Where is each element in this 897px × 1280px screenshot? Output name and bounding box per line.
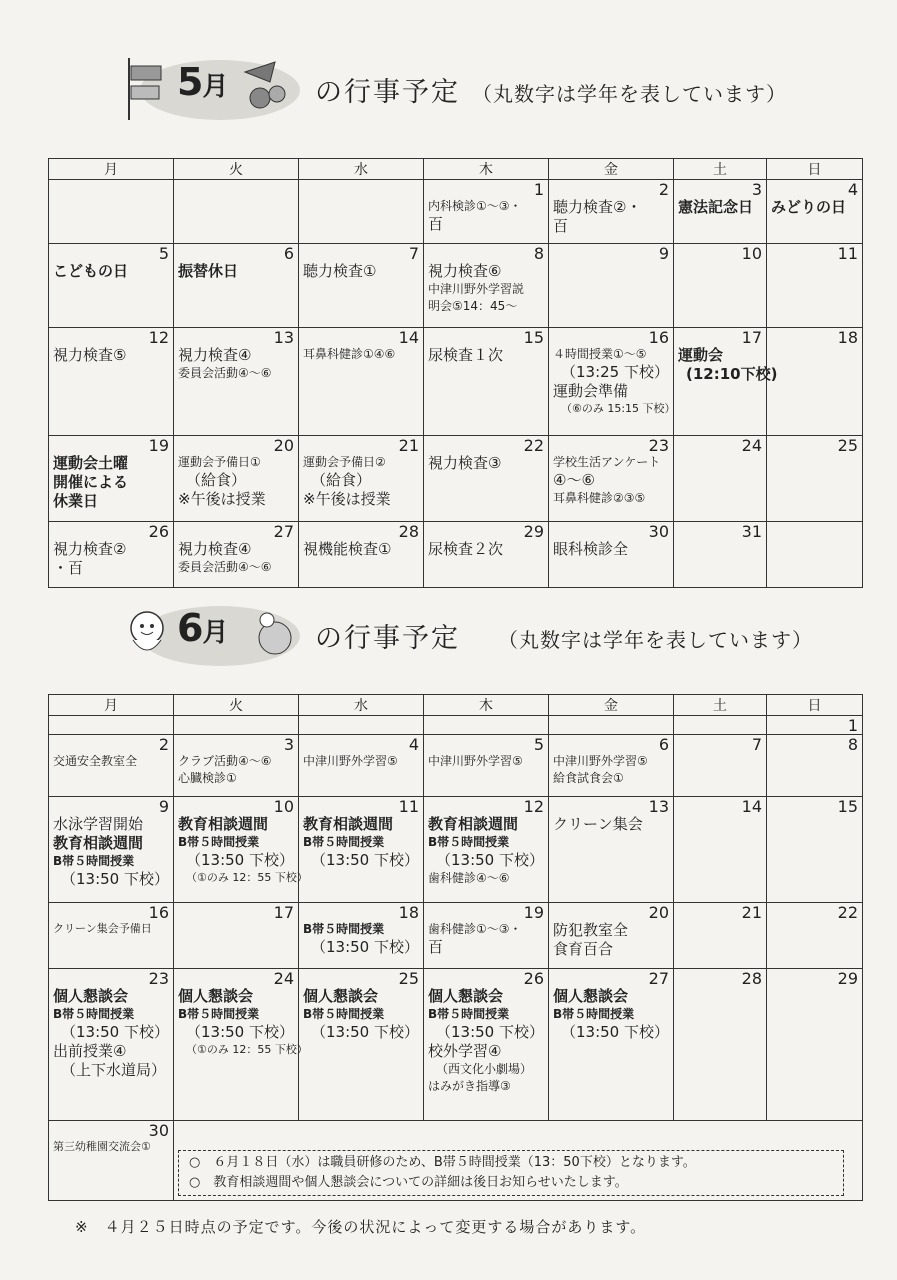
day-number: 16 — [148, 903, 169, 922]
event-text: （13:50 下校） — [436, 851, 544, 869]
event-text: 防犯教室全 — [553, 921, 629, 939]
day-number — [428, 716, 544, 717]
event-text: 開催による — [53, 473, 129, 491]
event-text: みどりの日 — [771, 198, 847, 216]
notes-box — [178, 1150, 844, 1196]
week-row — [49, 436, 863, 522]
weekday-header: 火 — [174, 159, 299, 180]
day-cell — [424, 969, 549, 1121]
day-cell — [424, 797, 549, 903]
day-cell — [424, 328, 549, 436]
day-cell — [767, 797, 863, 903]
day-number: 27 — [273, 522, 294, 541]
event-text: 個人懇談会 — [178, 987, 254, 1005]
event-text: 視力検査⑥ — [428, 262, 502, 280]
week-row — [49, 244, 863, 328]
day-number: 11 — [837, 244, 858, 263]
day-cell — [299, 244, 424, 328]
event-text: 歯科健診④～⑥ — [428, 871, 510, 885]
event-text: B帯５時間授業 — [303, 835, 385, 849]
day-number: 23 — [148, 969, 169, 988]
day-number: 18 — [398, 903, 419, 922]
day-number: 25 — [837, 436, 858, 455]
event-text: 個人懇談会 — [428, 987, 504, 1005]
week-row — [49, 969, 863, 1121]
day-cell — [767, 716, 863, 735]
may-title: の行事予定 （丸数字は学年を表しています） — [315, 77, 787, 108]
day-cell — [174, 735, 299, 797]
day-number: 4 — [408, 735, 419, 754]
day-cell — [424, 903, 549, 969]
day-number: 1 — [533, 180, 544, 199]
day-cell — [49, 735, 174, 797]
notes-cell — [174, 1121, 863, 1201]
event-text: （①のみ 12：55 下校） — [186, 1043, 308, 1056]
event-text: 聴力検査②・ — [553, 198, 642, 216]
event-text: 交通安全教室全 — [53, 754, 138, 768]
event-text: 百 — [428, 938, 444, 956]
event-text: 休業日 — [53, 492, 99, 510]
event-text: B帯５時間授業 — [53, 1007, 135, 1021]
day-cell — [299, 735, 424, 797]
week-row — [49, 797, 863, 903]
day-cell — [549, 903, 674, 969]
event-text: B帯５時間授業 — [178, 1007, 260, 1021]
event-text: （13:50 下校） — [311, 1023, 419, 1041]
day-number: 1 — [847, 716, 858, 735]
weekday-header: 月 — [49, 159, 174, 180]
day-number: 6 — [658, 735, 669, 754]
day-number: 28 — [398, 522, 419, 541]
day-cell — [767, 522, 863, 588]
event-text: 心臓検診① — [178, 771, 237, 785]
day-cell — [49, 436, 174, 522]
event-text: （西文化小劇場） — [436, 1062, 533, 1076]
day-cell — [174, 969, 308, 1121]
day-number: 19 — [523, 903, 544, 922]
day-cell — [767, 328, 863, 436]
day-number: 17 — [273, 903, 294, 922]
day-number: 7 — [751, 735, 762, 754]
week-row — [49, 903, 863, 969]
event-text: （13:50 下校） — [561, 1023, 669, 1041]
event-text: 尿検査１次 — [428, 346, 504, 364]
event-text: クリーン集会 — [553, 815, 643, 833]
day-cell — [549, 522, 674, 588]
day-cell — [549, 180, 674, 244]
event-text: 個人懇談会 — [53, 987, 129, 1005]
event-text: B帯５時間授業 — [428, 1007, 510, 1021]
event-text: B帯５時間授業 — [428, 835, 510, 849]
event-text: （給食） — [311, 471, 372, 489]
day-cell — [767, 735, 863, 797]
event-text: B帯５時間授業 — [53, 854, 135, 868]
june-header — [125, 598, 845, 668]
day-number: 24 — [273, 969, 294, 988]
weekday-header: 金 — [549, 695, 674, 716]
day-number: 18 — [837, 328, 858, 347]
day-number: 23 — [648, 436, 669, 455]
day-cell — [674, 328, 778, 436]
event-text: 学校生活アンケート — [553, 455, 661, 469]
day-cell — [49, 522, 174, 588]
day-number: 15 — [837, 797, 858, 816]
day-cell — [174, 436, 299, 522]
day-cell — [174, 903, 299, 969]
day-number: 13 — [273, 328, 294, 347]
event-text: 耳鼻科健診①④⑥ — [303, 347, 396, 361]
event-text: 歯科健診①～③・ — [428, 922, 522, 936]
event-text: ・百 — [53, 559, 84, 577]
event-text: （13:25 下校） — [561, 363, 669, 381]
day-cell — [674, 180, 767, 244]
event-text: 運動会 — [678, 346, 724, 364]
day-cell — [674, 903, 767, 969]
day-cell — [549, 244, 674, 328]
event-text: クリーン集会予備日 — [53, 922, 152, 935]
day-number: 9 — [658, 244, 669, 263]
day-cell — [299, 180, 424, 244]
day-number: 8 — [533, 244, 544, 263]
day-number — [53, 716, 169, 717]
footer-note: ※ ４月２５日時点の予定です。今後の状況によって変更する場合があります。 — [75, 1218, 647, 1236]
day-number: 2 — [158, 735, 169, 754]
event-text: 中津川野外学習説 — [428, 282, 525, 296]
day-number: 16 — [648, 328, 669, 347]
day-cell — [767, 436, 863, 522]
weekday-header: 木 — [424, 159, 549, 180]
day-cell — [674, 735, 767, 797]
day-number: 19 — [148, 436, 169, 455]
event-text: （13:50 下校） — [61, 1023, 169, 1041]
day-cell — [174, 797, 308, 903]
event-text: 出前授業④ — [53, 1042, 127, 1060]
day-cell — [424, 244, 549, 328]
note-line: ○ 教育相談週間や個人懇談会についての詳細は後日お知らせいたします。 — [189, 1175, 628, 1190]
day-cell — [49, 180, 174, 244]
week-row — [49, 716, 863, 735]
day-number — [53, 180, 169, 181]
event-text: 食育百合 — [553, 940, 614, 958]
event-text: （13:50 下校） — [436, 1023, 544, 1041]
event-text: 第三幼稚園交流会① — [53, 1140, 151, 1153]
weekday-header: 水 — [299, 159, 424, 180]
day-number: 29 — [523, 522, 544, 541]
day-cell — [674, 797, 767, 903]
event-text: B帯５時間授業 — [178, 835, 260, 849]
event-text: はみがき指導③ — [428, 1079, 511, 1093]
day-number: 22 — [837, 903, 858, 922]
event-text: 教育相談週間 — [303, 815, 394, 833]
day-number: 27 — [648, 969, 669, 988]
day-number: 10 — [273, 797, 294, 816]
day-number: 21 — [398, 436, 419, 455]
event-text: （⑥のみ 15:15 下校） — [561, 402, 676, 415]
day-cell — [424, 735, 549, 797]
day-cell — [299, 522, 424, 588]
day-cell — [424, 436, 549, 522]
event-text: （13:50 下校） — [311, 938, 419, 956]
day-cell — [549, 969, 674, 1121]
event-text: （①のみ 12：55 下校） — [186, 871, 308, 884]
event-text: (12:10下校) — [686, 365, 778, 383]
event-text: ※午後は授業 — [178, 490, 266, 508]
weekday-header: 日 — [767, 695, 863, 716]
june-badge: 6月 — [177, 606, 228, 650]
weekday-header: 土 — [674, 159, 767, 180]
day-number: 3 — [751, 180, 762, 199]
event-text: 聴力検査① — [303, 262, 377, 280]
day-cell — [174, 328, 299, 436]
day-number — [678, 716, 762, 717]
event-text: 水泳学習開始 — [53, 815, 144, 833]
day-cell — [674, 969, 767, 1121]
event-text: 視力検査④ — [178, 540, 252, 558]
may-badge: 5月 — [177, 60, 228, 104]
day-cell — [767, 244, 863, 328]
day-number: 22 — [523, 436, 544, 455]
day-number: 5 — [158, 244, 169, 263]
day-cell — [549, 328, 674, 436]
day-number: 13 — [648, 797, 669, 816]
day-number: 7 — [408, 244, 419, 263]
day-number: 31 — [741, 522, 762, 541]
day-number: 5 — [533, 735, 544, 754]
event-text: （13:50 下校） — [61, 870, 169, 888]
day-number — [178, 180, 294, 181]
event-text: 視機能検査① — [303, 540, 392, 558]
day-cell — [424, 716, 549, 735]
day-cell — [674, 716, 767, 735]
weekday-header: 土 — [674, 695, 767, 716]
day-cell — [299, 716, 424, 735]
day-cell — [49, 716, 174, 735]
event-text: 教育相談週間 — [428, 815, 519, 833]
weekday-header: 日 — [767, 159, 863, 180]
event-text: 振替休日 — [178, 262, 239, 280]
event-text: （13:50 下校） — [186, 1023, 294, 1041]
day-cell — [767, 180, 863, 244]
day-number: 26 — [523, 969, 544, 988]
day-cell — [299, 328, 424, 436]
day-cell — [49, 797, 174, 903]
event-text: 視力検査② — [53, 540, 127, 558]
event-text: 委員会活動④～⑥ — [178, 366, 272, 380]
day-number: 29 — [837, 969, 858, 988]
day-cell — [49, 903, 174, 969]
day-cell — [549, 797, 674, 903]
day-number: 14 — [398, 328, 419, 347]
day-cell — [674, 436, 767, 522]
week-row — [49, 1121, 863, 1201]
event-text: 運動会予備日① — [178, 455, 261, 469]
day-number: 12 — [148, 328, 169, 347]
week-row — [49, 328, 863, 436]
day-number: 20 — [648, 903, 669, 922]
event-text: 教育相談週間 — [53, 834, 144, 852]
event-text: 委員会活動④～⑥ — [178, 560, 272, 574]
weekday-header: 金 — [549, 159, 674, 180]
event-text: 個人懇談会 — [303, 987, 379, 1005]
event-text: クラブ活動④～⑥ — [178, 754, 272, 768]
event-text: （13:50 下校） — [311, 851, 419, 869]
event-text: （上下水道局） — [61, 1061, 167, 1079]
day-number: 26 — [148, 522, 169, 541]
event-text: ※午後は授業 — [303, 490, 391, 508]
june-title: の行事予定 （丸数字は学年を表しています） — [315, 623, 813, 654]
event-text: 視力検査③ — [428, 454, 502, 472]
day-number: 11 — [398, 797, 419, 816]
day-number: 10 — [741, 244, 762, 263]
weekday-header: 木 — [424, 695, 549, 716]
day-cell — [424, 180, 549, 244]
day-number: 4 — [847, 180, 858, 199]
event-text: 百 — [553, 217, 569, 235]
event-text: （13:50 下校） — [186, 851, 294, 869]
day-cell — [674, 244, 767, 328]
day-number: 6 — [283, 244, 294, 263]
event-text: 給食試食会① — [553, 771, 624, 785]
weekday-header: 水 — [299, 695, 424, 716]
event-text: 教育相談週間 — [178, 815, 269, 833]
week-row — [49, 180, 863, 244]
event-text: 運動会土曜 — [53, 454, 129, 472]
day-number: 2 — [658, 180, 669, 199]
event-text: こどもの日 — [53, 262, 129, 280]
event-text: 憲法記念日 — [678, 198, 754, 216]
day-number: 30 — [648, 522, 669, 541]
event-text: B帯５時間授業 — [303, 1007, 385, 1021]
day-number — [553, 716, 669, 717]
day-number: 3 — [283, 735, 294, 754]
day-number — [303, 180, 419, 181]
event-text: 明会⑤14：45～ — [428, 299, 518, 313]
event-text: ４時間授業①～⑤ — [553, 347, 647, 361]
day-number — [303, 716, 419, 717]
note-line: ○ ６月１８日（水）は職員研修のため、B帯５時間授業（13：50下校）となります。 — [189, 1155, 696, 1170]
day-cell — [299, 436, 424, 522]
may-calendar — [48, 158, 863, 588]
day-cell — [49, 969, 174, 1121]
day-number: 24 — [741, 436, 762, 455]
day-number: 15 — [523, 328, 544, 347]
day-cell — [767, 969, 863, 1121]
event-text: 中津川野外学習⑤ — [553, 754, 648, 768]
day-number: 21 — [741, 903, 762, 922]
day-cell — [174, 244, 299, 328]
day-number: 12 — [523, 797, 544, 816]
event-text: 個人懇談会 — [553, 987, 629, 1005]
event-text: 校外学習④ — [428, 1042, 502, 1060]
event-text: 中津川野外学習⑤ — [428, 754, 523, 768]
day-number: 25 — [398, 969, 419, 988]
event-text: 百 — [428, 215, 444, 233]
day-cell — [49, 1121, 174, 1201]
day-cell — [174, 522, 299, 588]
event-text: B帯５時間授業 — [303, 922, 385, 936]
day-cell — [299, 903, 424, 969]
day-number: 14 — [741, 797, 762, 816]
weekday-header: 月 — [49, 695, 174, 716]
may-header — [125, 52, 845, 122]
event-text: 中津川野外学習⑤ — [303, 754, 398, 768]
event-text: 尿検査２次 — [428, 540, 504, 558]
day-cell — [549, 716, 674, 735]
event-text: B帯５時間授業 — [553, 1007, 635, 1021]
day-cell — [299, 969, 424, 1121]
day-cell — [424, 522, 549, 588]
day-cell — [174, 716, 299, 735]
event-text: 眼科検診全 — [553, 540, 629, 558]
day-number: 9 — [158, 797, 169, 816]
day-number: 20 — [273, 436, 294, 455]
day-number — [771, 522, 858, 523]
day-cell — [549, 735, 674, 797]
day-number — [178, 716, 294, 717]
event-text: 視力検査④ — [178, 346, 252, 364]
event-text: 運動会準備 — [553, 382, 629, 400]
weekday-header: 火 — [174, 695, 299, 716]
week-row — [49, 735, 863, 797]
event-text: ④～⑥ — [553, 471, 595, 489]
event-text: 視力検査⑤ — [53, 346, 127, 364]
day-cell — [674, 522, 767, 588]
day-number: 28 — [741, 969, 762, 988]
day-number: 30 — [148, 1121, 169, 1140]
day-cell — [549, 436, 674, 522]
day-cell — [299, 797, 424, 903]
event-text: 内科検診①～③・ — [428, 199, 522, 213]
day-cell — [49, 244, 174, 328]
event-text: （給食） — [186, 471, 247, 489]
day-cell — [174, 180, 299, 244]
day-cell — [49, 328, 174, 436]
day-cell — [767, 903, 863, 969]
week-row — [49, 522, 863, 588]
event-text: 耳鼻科健診②③⑤ — [553, 491, 646, 505]
june-calendar — [48, 694, 863, 1201]
day-number: 17 — [741, 328, 762, 347]
event-text: 運動会予備日② — [303, 455, 386, 469]
day-number: 8 — [847, 735, 858, 754]
